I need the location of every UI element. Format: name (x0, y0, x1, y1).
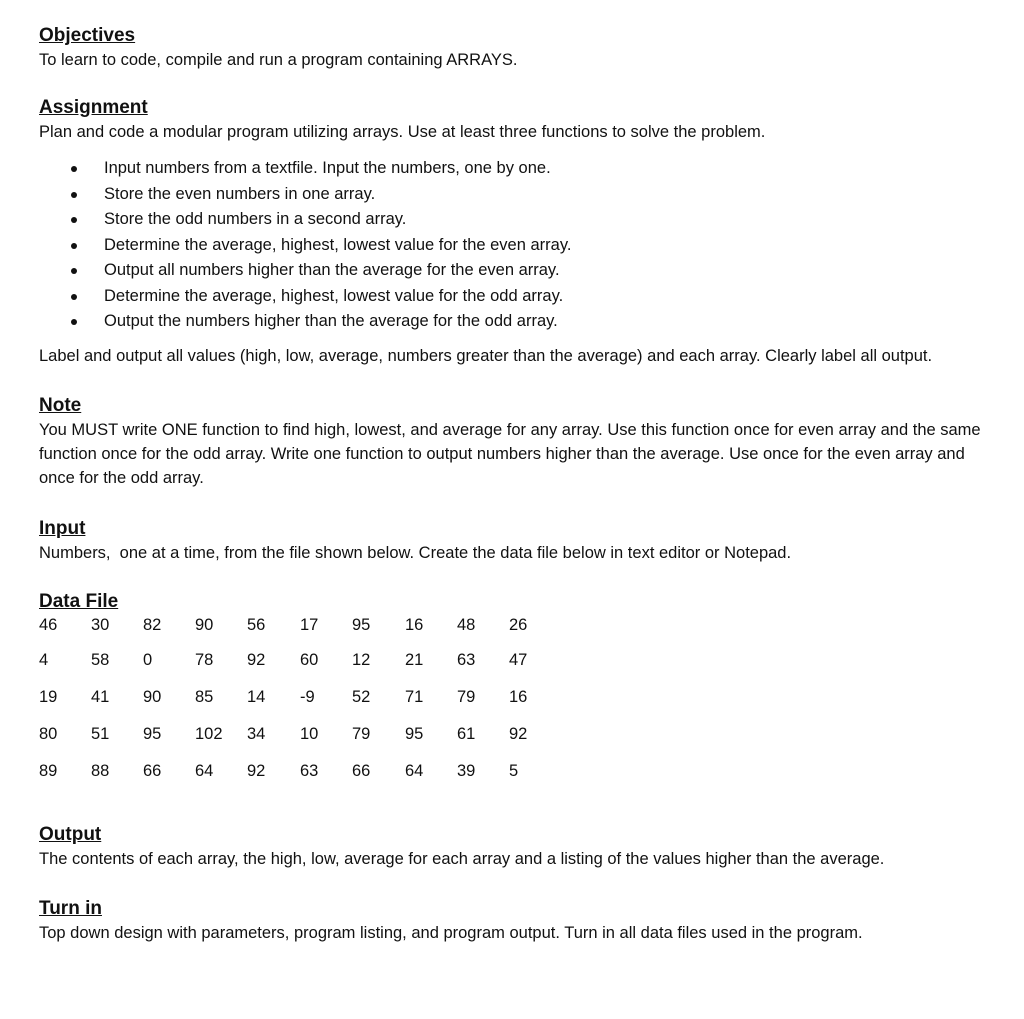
bullet-item (39, 284, 984, 310)
data-cell: 51 (91, 724, 110, 743)
data-cell: 92 (509, 724, 528, 743)
data-cell: -9 (300, 687, 315, 706)
data-cell: 90 (195, 615, 214, 634)
data-cell: 46 (39, 615, 58, 634)
bullet-text: Output all numbers higher than the average for the even array. (104, 261, 560, 279)
bullet-text: Store the even numbers in one array. (104, 184, 376, 203)
bullet-icon (71, 294, 77, 300)
note-text: You MUST write ONE function to find high, lowest, and average for any array. Use this function once for even array and the same function once for the odd array. Write one function to output numbers higher than the average. Use once for the even array and once for the odd array. (39, 420, 981, 487)
data-cell: 47 (509, 650, 528, 669)
data-cell: 48 (457, 615, 476, 634)
data-cell: 58 (91, 650, 110, 669)
data-cell: 16 (509, 687, 528, 706)
data-cell: 17 (300, 615, 319, 634)
data-cell: 92 (247, 761, 266, 780)
data-cell: 26 (509, 615, 528, 634)
note-heading: Note (39, 394, 82, 416)
bullet-text: Input numbers from a textfile. Input the numbers, one by one. (104, 159, 551, 177)
data-cell: 85 (195, 687, 214, 706)
data-cell: 63 (457, 650, 476, 669)
note-section (39, 394, 984, 490)
data-cell: 79 (352, 724, 371, 743)
data-cell: 78 (195, 650, 214, 669)
bullet-icon (71, 192, 77, 198)
data-row (39, 614, 549, 649)
bullet-text: Store the odd numbers in a second array. (104, 210, 407, 228)
bullet-item (39, 233, 984, 259)
data-cell: 16 (405, 615, 424, 634)
data-file-table (39, 614, 549, 797)
data-cell: 64 (195, 761, 214, 780)
bullet-item (39, 156, 984, 182)
data-cell: 19 (39, 687, 58, 706)
bullet-icon (71, 217, 77, 223)
bullet-icon (71, 268, 77, 274)
data-row (39, 686, 549, 723)
output-section (39, 823, 984, 871)
assignment-text: Plan and code a modular program utilizing arrays. Use at least three functions to solve the problem. (39, 123, 766, 141)
data-cell: 52 (352, 687, 371, 706)
bullet-item (39, 258, 984, 284)
input-text: Numbers, one at a time, from the file shown below. Create the data file below in text editor or Notepad. (39, 543, 792, 562)
data-file-heading: Data File (39, 590, 119, 612)
assignment-after-text: Label and output all values (high, low, average, numbers greater than the average) and each array. Clearly label all output. (39, 346, 933, 365)
objectives-section (39, 24, 984, 72)
data-cell: 56 (247, 615, 266, 634)
data-cell: 66 (352, 761, 371, 780)
bullet-text: Determine the average, highest, lowest value for the even array. (104, 235, 572, 254)
data-cell: 4 (39, 650, 49, 669)
data-row (39, 760, 549, 797)
data-cell: 95 (143, 724, 162, 743)
data-cell: 34 (247, 724, 266, 743)
output-heading: Output (39, 823, 102, 845)
bullet-item (39, 207, 984, 233)
data-row (39, 723, 549, 760)
data-cell: 10 (300, 724, 319, 743)
bullet-text: Determine the average, highest, lowest value for the odd array. (104, 286, 564, 305)
data-cell: 80 (39, 724, 58, 743)
data-cell: 82 (143, 615, 162, 634)
data-cell: 14 (247, 687, 266, 706)
bullet-icon (71, 166, 77, 172)
bullet-item (39, 182, 984, 208)
assignment-heading: Assignment (39, 97, 148, 118)
assignment-bullet-list (39, 156, 984, 335)
data-cell: 92 (247, 650, 266, 669)
data-cell: 95 (405, 724, 424, 743)
objectives-heading: Objectives (39, 25, 136, 46)
objectives-text: To learn to code, compile and run a program containing ARRAYS. (39, 51, 518, 69)
data-cell: 95 (352, 615, 371, 634)
bullet-text: Output the numbers higher than the average for the odd array. (104, 312, 558, 330)
data-cell: 30 (91, 615, 110, 634)
assignment-section (39, 96, 984, 368)
data-cell: 5 (509, 761, 519, 780)
output-text: The contents of each array, the high, low, average for each array and a listing of the values higher than the average. (39, 849, 885, 868)
data-cell: 102 (195, 724, 223, 743)
bullet-item (39, 309, 984, 335)
data-cell: 12 (352, 650, 371, 669)
data-file-section (39, 590, 984, 797)
data-cell: 90 (143, 687, 162, 706)
bullet-icon (71, 319, 77, 325)
bullet-icon (71, 243, 77, 249)
data-cell: 39 (457, 761, 476, 780)
data-cell: 71 (405, 687, 424, 706)
data-row (39, 649, 549, 686)
turn-in-section (39, 897, 984, 945)
input-section (39, 517, 984, 565)
data-cell: 88 (91, 761, 110, 780)
data-cell: 64 (405, 761, 424, 780)
data-cell: 79 (457, 687, 476, 706)
data-cell: 60 (300, 650, 319, 669)
data-cell: 0 (143, 650, 153, 669)
turn-in-text: Top down design with parameters, program listing, and program output. Turn in all data files used in the program. (39, 923, 863, 942)
data-cell: 21 (405, 650, 424, 669)
data-cell: 61 (457, 724, 476, 743)
data-cell: 66 (143, 761, 162, 780)
input-heading: Input (39, 517, 86, 539)
data-cell: 41 (91, 687, 110, 706)
data-cell: 89 (39, 761, 58, 780)
data-cell: 63 (300, 761, 319, 780)
turn-in-heading: Turn in (39, 897, 102, 919)
